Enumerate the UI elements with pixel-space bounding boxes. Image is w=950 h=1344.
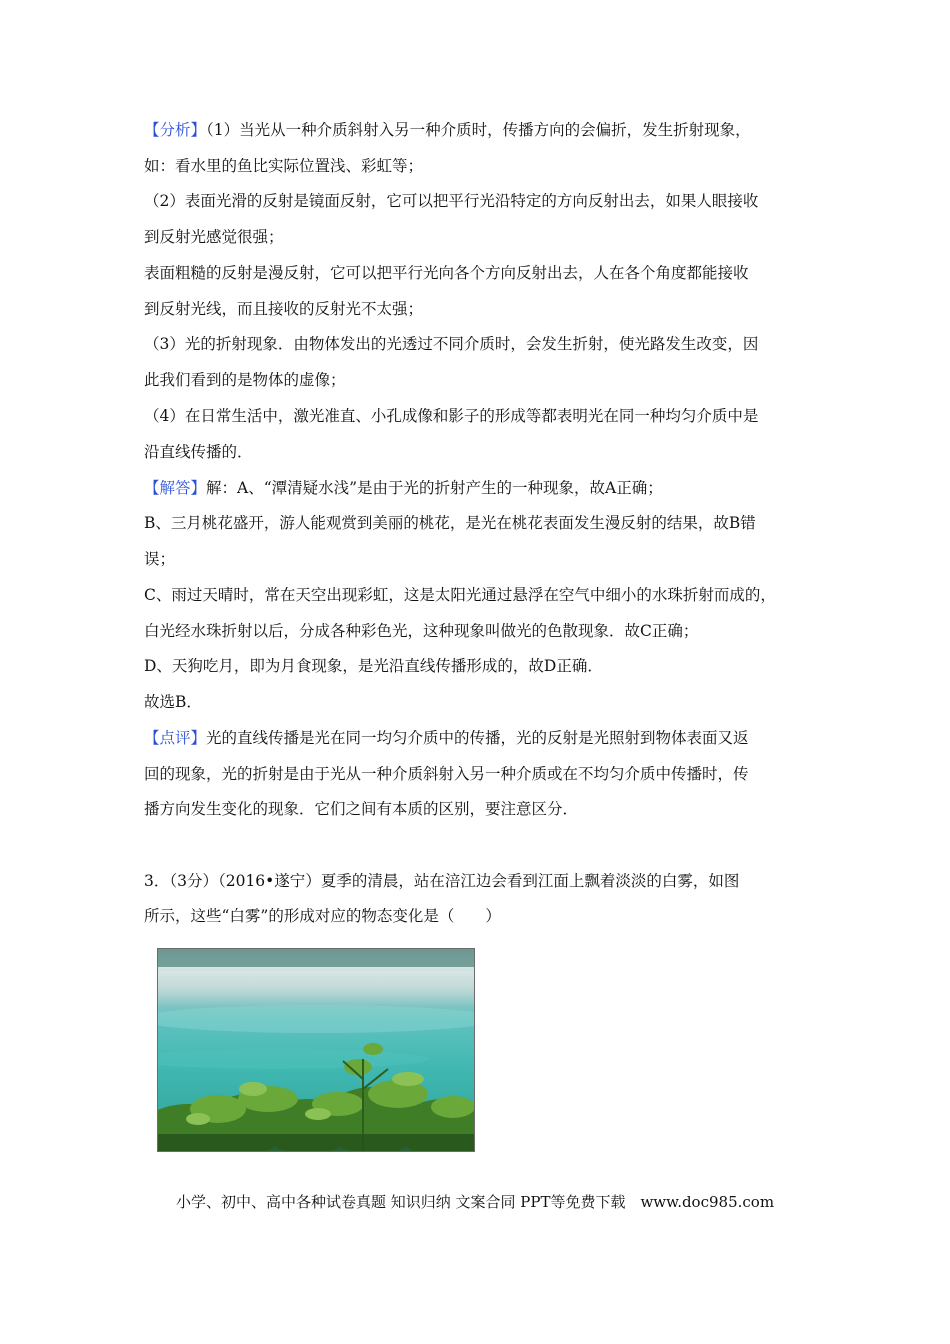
answer-tag: 【解答】 (144, 479, 207, 497)
analysis-line-2: 如：看水里的鱼比实际位置浅、彩虹等； (144, 157, 424, 175)
river-fog-photo (157, 948, 475, 1152)
answer-line-1 (144, 478, 663, 498)
answer-line-3: 误； (144, 550, 176, 568)
answer-line-6: D、天狗吃月，即为月食现象，是光沿直线传播形成的，故D正确． (144, 657, 603, 675)
analysis-tag: 【分析】 (144, 121, 207, 139)
analysis-line-3: （2）表面光滑的反射是镜面反射，它可以把平行光沿特定的方向反射出去，如果人眼接收 (144, 192, 759, 210)
answer-line-5: 白光经水珠折射以后，分成各种彩色光，这种现象叫做光的色散现象．故C正确； (144, 622, 699, 640)
answer-line-4: C、雨过天晴时，常在天空出现彩虹，这是太阳光通过悬浮在空气中细小的水珠折射而成的， (144, 586, 776, 604)
analysis-line-4: 到反射光感觉很强； (144, 228, 284, 246)
question3-line-2: 所示，这些“白雾”的形成对应的物态变化是（ ） (144, 907, 501, 925)
comment-line-2: 回的现象，光的折射是由于光从一种介质斜射入另一种介质或在不均匀介质中传播时，传 (144, 765, 749, 783)
analysis-line-7: （3）光的折射现象．由物体发出的光透过不同介质时，会发生折射，使光路发生改变，因 (144, 335, 759, 353)
comment-line-3: 播方向发生变化的现象．它们之间有本质的区别，要注意区分． (144, 800, 579, 818)
comment-line-1 (144, 728, 749, 748)
answer-line-2: B、三月桃花盛开，游人能观赏到美丽的桃花，是光在桃花表面发生漫反射的结果，故B错 (144, 514, 756, 532)
answer-text: 解：A、“潭清疑水浅”是由于光的折射产生的一种现象，故A正确； (206, 479, 663, 497)
analysis-line-1 (144, 120, 751, 140)
question3-line-1: 3．（3分）（2016•遂宁）夏季的清晨，站在涪江边会看到江面上飘着淡淡的白雾，如图 (144, 872, 740, 890)
analysis-text: （1）当光从一种介质斜射入另一种介质时，传播方向的会偏折，发生折射现象， (206, 121, 751, 139)
analysis-line-5: 表面粗糙的反射是漫反射，它可以把平行光向各个方向反射出去，人在各个角度都能接收 (144, 264, 749, 282)
river-fog-illustration (158, 949, 475, 1152)
footer-text: 小学、初中、高中各种试卷真题 知识归纳 文案合同 PPT等免费下载 www.doc985.com (175, 1193, 775, 1211)
analysis-line-8: 此我们看到的是物体的虚像； (144, 371, 346, 389)
comment-tag: 【点评】 (144, 729, 207, 747)
analysis-line-9: （4）在日常生活中，激光准直、小孔成像和影子的形成等都表明光在同一种均匀介质中是 (144, 407, 759, 425)
comment-text: 光的直线传播是光在同一均匀介质中的传播，光的反射是光照射到物体表面又返 (206, 729, 749, 747)
analysis-line-10: 沿直线传播的． (144, 443, 253, 461)
answer-line-7: 故选B． (144, 693, 202, 711)
analysis-line-6: 到反射光线，而且接收的反射光不太强； (144, 300, 424, 318)
